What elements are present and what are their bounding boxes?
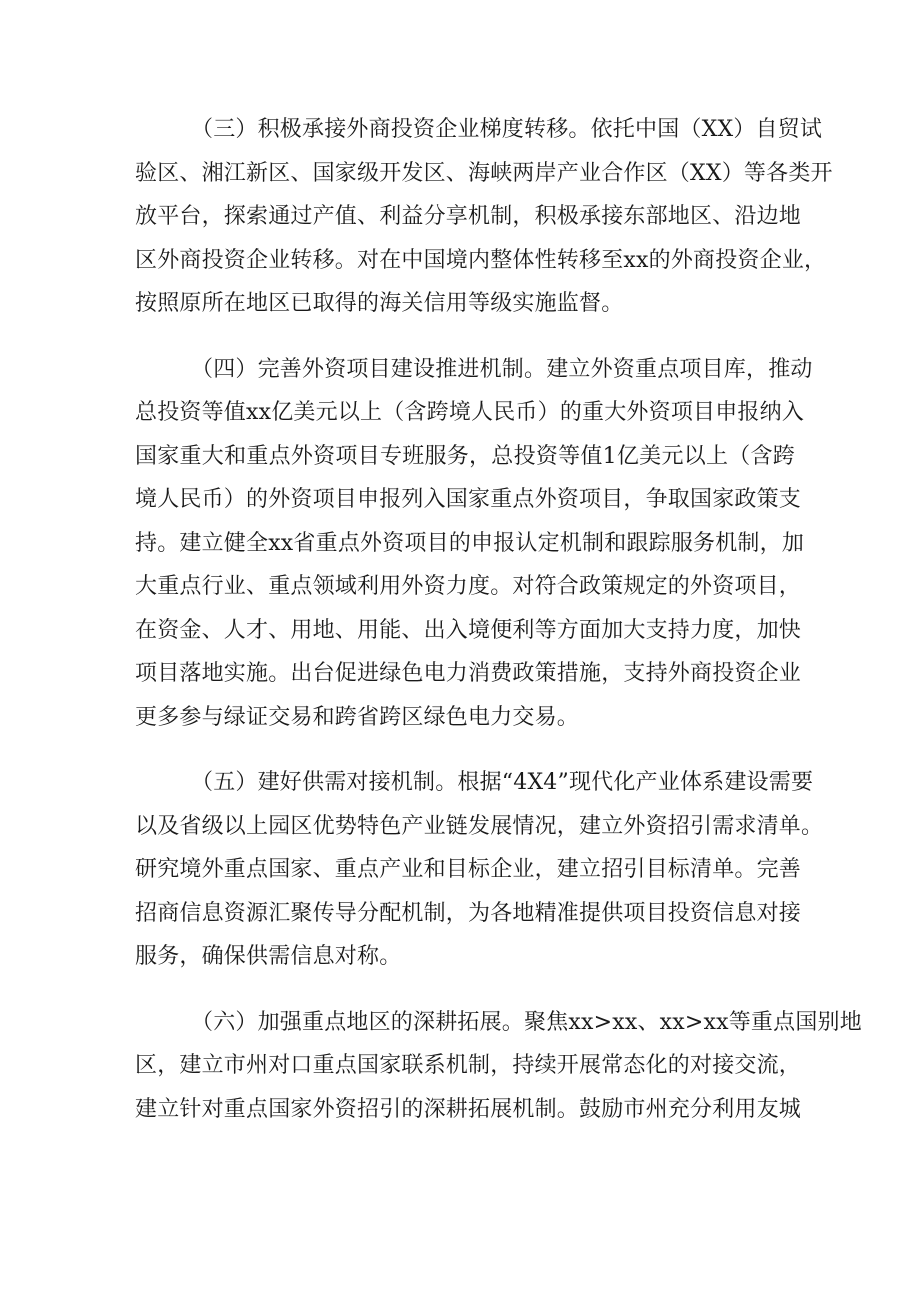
paragraph-line: 招商信息资源汇聚传导分配机制，为各地精准提供项目投资信息对接	[135, 900, 802, 926]
paragraph-line: 总投资等值xx亿美元以上（含跨境人民币）的重大外资项目申报纳入	[135, 400, 805, 425]
paragraph-line: 区外商投资企业转移。对在中国境内整体性转移至xx的外商投资企业，	[135, 247, 827, 273]
paragraph-line: 放平台，探索通过产值、利益分享机制，积极承接东部地区、沿边地	[135, 204, 802, 229]
paragraph-line: 区，建立市州对口重点国家联系机制，持续开展常态化的对接交流，	[135, 1053, 802, 1078]
paragraph-5	[135, 761, 824, 979]
paragraph-line: 以及省级以上园区优势特色产业链发展情况，建立外资招引需求清单。	[135, 813, 824, 839]
paragraph-line: （三）积极承接外商投资企业梯度转移。依托中国（XX）自贸试	[191, 117, 823, 142]
paragraph-3	[135, 108, 833, 326]
document-body	[135, 108, 862, 1153]
paragraph-6	[135, 1001, 862, 1132]
paragraph-line: 服务，确保供需信息对称。	[135, 944, 402, 969]
paragraph-line: 更多参与绿证交易和跨省跨区绿色电力交易。	[135, 704, 580, 730]
paragraph-line: 国家重大和重点外资项目专班服务，总投资等值1亿美元以上（含跨	[135, 443, 795, 469]
paragraph-line: 建立针对重点国家外资招引的深耕拓展机制。鼓励市州充分利用友城	[135, 1096, 802, 1122]
paragraph-line: 持。建立健全xx省重点外资项目的申报认定机制和跟踪服务机制，加	[135, 530, 805, 556]
paragraph-line: 验区、湘江新区、国家级开发区、海峡两岸产业合作区（XX）等各类开	[135, 160, 833, 186]
paragraph-line: （五）建好供需对接机制。根据“4X4”现代化产业体系建设需要	[191, 770, 814, 795]
paragraph-line: 境人民币）的外资项目申报列入国家重点外资项目，争取国家政策支	[135, 487, 802, 512]
paragraph-line: （六）加强重点地区的深耕拓展。聚焦xx>xx、xx>xx等重点国别地	[191, 1009, 862, 1035]
paragraph-line: 按照原所在地区已取得的海关信用等级实施监督。	[135, 291, 624, 316]
paragraph-line: 项目落地实施。出台促进绿色电力消费政策措施，支持外商投资企业	[135, 661, 802, 686]
paragraph-4	[135, 348, 813, 740]
paragraph-line: 大重点行业、重点领域利用外资力度。对符合政策规定的外资项目，	[135, 574, 802, 599]
paragraph-line: 在资金、人才、用地、用能、出入境便利等方面加大支持力度，加快	[135, 617, 802, 643]
paragraph-line: 研究境外重点国家、重点产业和目标企业，建立招引目标清单。完善	[135, 857, 802, 882]
paragraph-line: （四）完善外资项目建设推进机制。建立外资重点项目库，推动	[191, 356, 813, 382]
